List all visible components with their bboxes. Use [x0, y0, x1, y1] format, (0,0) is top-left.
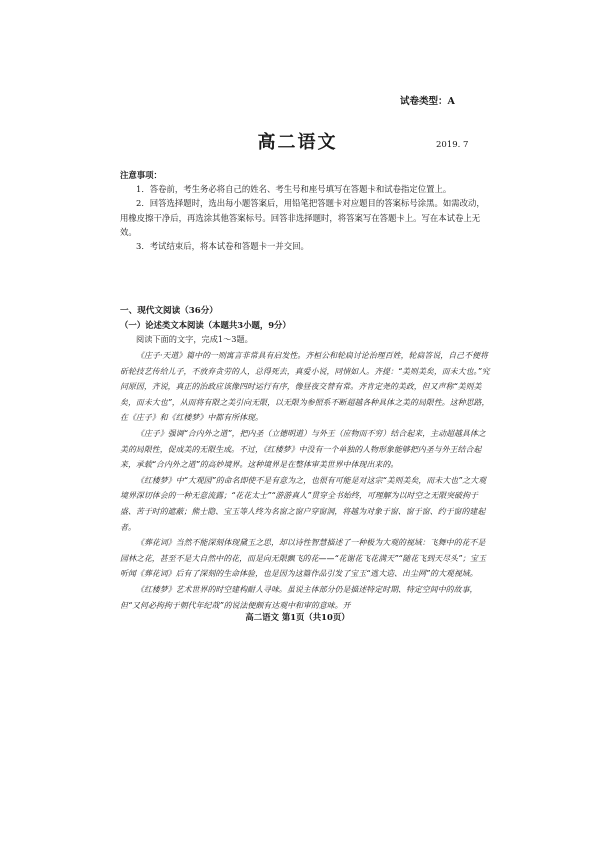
section-heading: 一、现代文阅读（36分） [120, 306, 218, 316]
page-footer: 高二语文 第1页（共10页） [245, 612, 350, 622]
passage-paragraph-4: 《葬花词》当然不能深刻体现黛玉之思，却以诗性智慧描述了一种极为大观的视域：飞舞中的花不是园林之花，甚至不是大自然中的花，而是向无限飘飞的花——“花谢花飞花满天”“随花飞到天尽头”；宝玉听闻《葬花词》后有了深刻的生命体验，也是因为这篇作品引发了宝玉“逃大造、出尘网”的大观视域。 [120, 538, 486, 579]
note-item-3: 3．考试结束后，将本试卷和答题卡一并交回。 [136, 241, 309, 252]
note-item-2: 2．回答选择题时，选出每小题答案后，用铅笔把答题卡对应题目的答案标号涂黑。如需改动，用橡皮擦干净后，再选涂其他答案标号。回答非选择题时，将答案写在答题卡上。写在本试卷上无效。 [120, 198, 485, 237]
reading-instruction: 阅读下面的文字，完成1～3题。 [136, 334, 253, 344]
passage-paragraph-1: 《庄子·天道》篇中的一则寓言非常具有启发性。齐桓公和轮扁讨论治理百姓，轮扁答说，自己不便将斫轮技艺传给儿子，不放弃贪劳的人，总得死去，真爱小说，同情如人。齐提：“美则美矣，而未大也。”究问原因，齐说，真正的治政应该像四时运行有序，像昼夜交替有常。齐肯定尧的美政，但又声称“美则美矣，而未大也”，从而将有限之美引向无限，以无限为参照系不断超越各种具体之美的局限性。这种思路，在《庄子》和《红楼梦》中都有所体现。 [120, 351, 490, 423]
subsection-heading: （一）论述类文本阅读（本题共3小题，9分） [120, 320, 291, 330]
passage-paragraph-3: 《红楼梦》中“大观园”的命名即使不是有意为之，也很有可能是对这宗“美则美矣，而未大也”之大观境界深切体会的一种无意流露；“花花太士”“游游真人”贯穿全书始终，可理解为以时空之无限突破拘于盛、苦于时的遮蔽；熊士隐、宝玉等人终为名窗之窗户穿窗洞，将越为对象于窗、窗于窗、约于窗的建起者。 [120, 475, 487, 532]
note-item-1: 1．答卷前，考生务必将自己的姓名、考生号和座号填写在答题卡和试卷指定位置上。 [136, 184, 452, 195]
notes-block [120, 168, 490, 253]
exam-date: 2019. 7 [436, 140, 469, 150]
notes-heading: 注意事项： [120, 170, 162, 180]
passage-paragraph-2: 《庄子》强调“合内外之道”，把内圣（立德明道）与外王（应物而不穷）结合起来，主动超越具体之美的局限性，促成美的无限生成。不过，《红楼梦》中没有一个单独的人物形象能够把内圣与外王结合起来，承载“合内外之道”的高妙境界。这种境界是在整体审美世界中体现出来的。 [120, 428, 486, 470]
paper-type-label: 试卷类型：A [400, 96, 455, 107]
reading-passage [120, 348, 490, 613]
page-title: 高二语文 [257, 132, 338, 153]
passage-paragraph-5: 《红楼梦》艺术世界的时空建构耐人寻味。虽说主体部分仍是描述特定时期、特定空间中的故事，但“又何必拘拘于朝代年纪哉”的说法便颇有达观中和审的意味。开 [120, 584, 478, 610]
